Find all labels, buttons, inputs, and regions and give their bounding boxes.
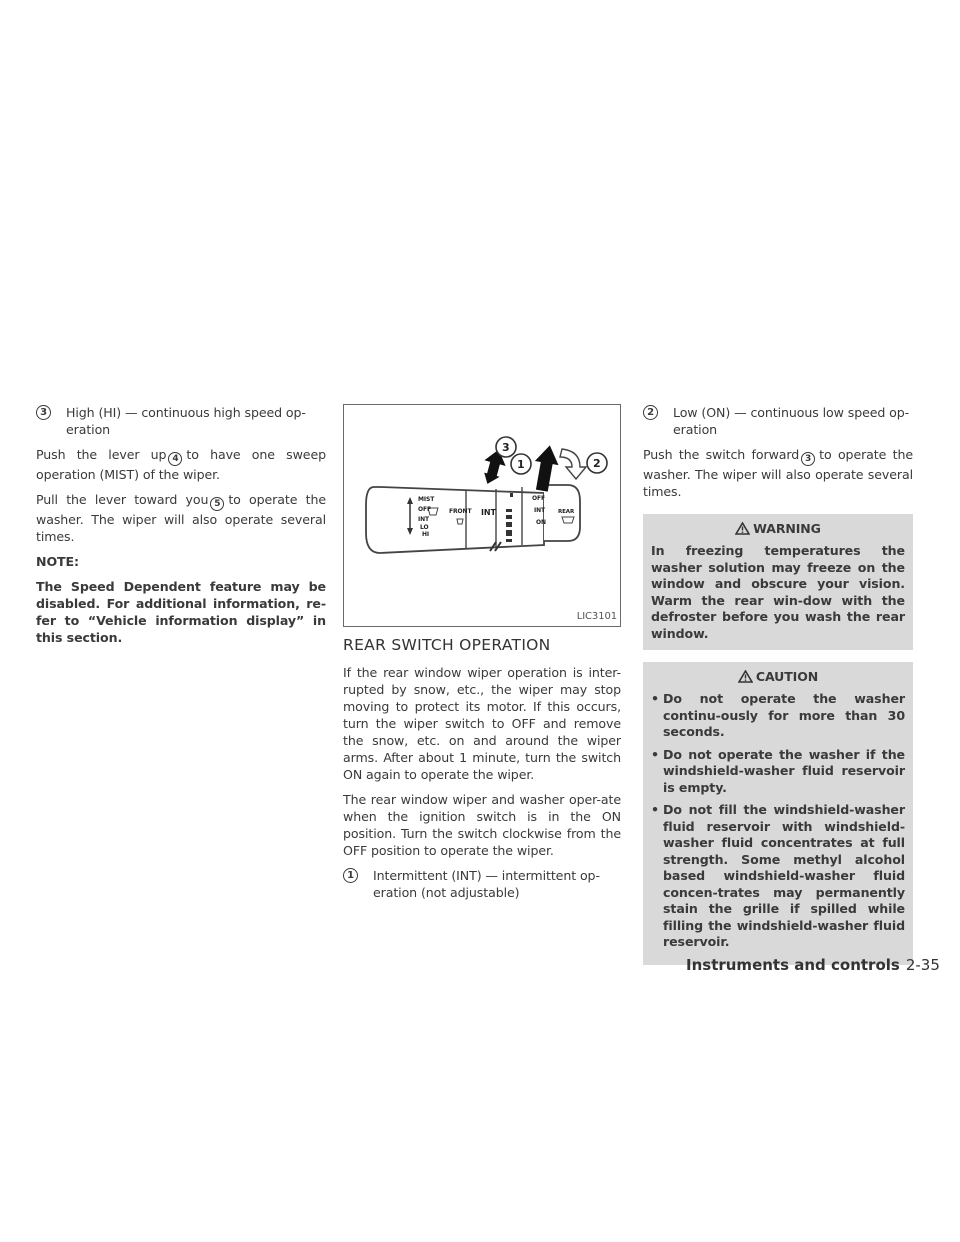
circled-number-2: 2: [643, 405, 658, 420]
label-int: INT: [418, 516, 430, 523]
paragraph-rear-interrupt: If the rear window wiper operation is inter-rupted by snow, etc., the wiper may stop moving to protect its motor. If this occurs, turn the wiper switch to OFF and remove the snow, etc. on and around the wiper arms. After about 1 minute, turn the switch ON again to operate the wiper.: [343, 665, 621, 782]
page-footer: [686, 956, 940, 974]
callout-3: 3: [502, 441, 510, 454]
paragraph-mist: Push the lever up 4 to have one sweep operation (MIST) of the wiper.: [36, 447, 326, 482]
caution-item: • Do not operate the washer if the windshield-washer fluid reservoir is empty.: [651, 746, 905, 795]
paragraph-washer: Pull the lever toward you 5 to operate the washer. The wiper will also operate several times.: [36, 492, 326, 544]
label-int-big: INT: [481, 508, 496, 517]
list-item-high: [36, 404, 326, 438]
wiper-lever-illustration: [344, 405, 620, 626]
label-hi: HI: [422, 531, 430, 538]
label-off: OFF: [418, 506, 431, 513]
list-item-intermittent: [343, 867, 621, 901]
item-text: High (HI) — continuous high speed op-eration: [66, 405, 306, 437]
caution-item: • Do not operate the washer continu-ously for more than 30 seconds.: [651, 691, 905, 739]
circled-number-3: 3: [36, 405, 51, 420]
footer-section-title: Instruments and controls: [686, 956, 900, 974]
warning-box: [643, 514, 913, 650]
bullet-icon: •: [651, 691, 659, 706]
right-column: [643, 404, 913, 977]
warning-triangle-icon: [735, 522, 750, 535]
label-rear-on: ON: [536, 519, 546, 526]
caution-triangle-icon: [738, 670, 753, 683]
label-rear-off: OFF: [532, 495, 545, 502]
label-mist: MIST: [418, 496, 435, 503]
page-number: 2-35: [905, 956, 940, 974]
caution-box: [643, 662, 913, 965]
callout-2: 2: [593, 457, 601, 470]
left-column: [36, 404, 326, 654]
circled-number-1: 1: [343, 868, 358, 883]
callout-1: 1: [517, 458, 525, 471]
note-heading: NOTE:: [36, 554, 79, 569]
figure-code: LIC3101: [576, 611, 617, 622]
section-heading: REAR SWITCH OPERATION: [343, 636, 551, 654]
circled-number-4: 4: [168, 452, 182, 466]
wiper-switch-figure: [343, 404, 621, 627]
paragraph-rear-operate: The rear window wiper and washer oper-ate when the ignition switch is in the ON position. Turn the switch clockwise from the OFF position to operate the wiper.: [343, 792, 621, 858]
warning-title: WARNING: [651, 520, 905, 537]
caution-title: CAUTION: [651, 668, 905, 685]
note-body: The Speed Dependent feature may be disabled. For additional information, re-fer to “Vehicle information display” in this section.: [36, 579, 326, 645]
label-lo: LO: [420, 524, 429, 531]
warning-body: In freezing temperatures the washer solution may freeze on the window and obscure your vision. Warm the rear win-dow with the defroster before you wash the rear window.: [651, 543, 905, 641]
circled-number-5: 5: [210, 497, 224, 511]
list-item-low: [643, 404, 913, 438]
bullet-icon: •: [651, 746, 659, 762]
paragraph-rear-washer: Push the switch forward 3 to operate the washer. The wiper will also operate several times.: [643, 447, 913, 499]
label-front: FRONT: [449, 508, 472, 515]
item-text: Low (ON) — continuous low speed op-eration: [673, 405, 910, 437]
label-rear: REAR: [558, 509, 575, 515]
item-text: Intermittent (INT) — intermittent op-eration (not adjustable): [373, 868, 600, 900]
bullet-icon: •: [651, 802, 659, 817]
label-rear-int: INT: [534, 507, 546, 514]
caution-item: • Do not fill the windshield-washer fluid reservoir with windshield-washer fluid concentrates at full strength. Some methyl alcohol based windshield-washer fluid concen-trates may permanently stain the grille if spilled while filling the windshield-washer fluid reservoir.: [651, 802, 905, 949]
middle-column: [343, 404, 621, 909]
circled-number-3: 3: [801, 452, 815, 466]
